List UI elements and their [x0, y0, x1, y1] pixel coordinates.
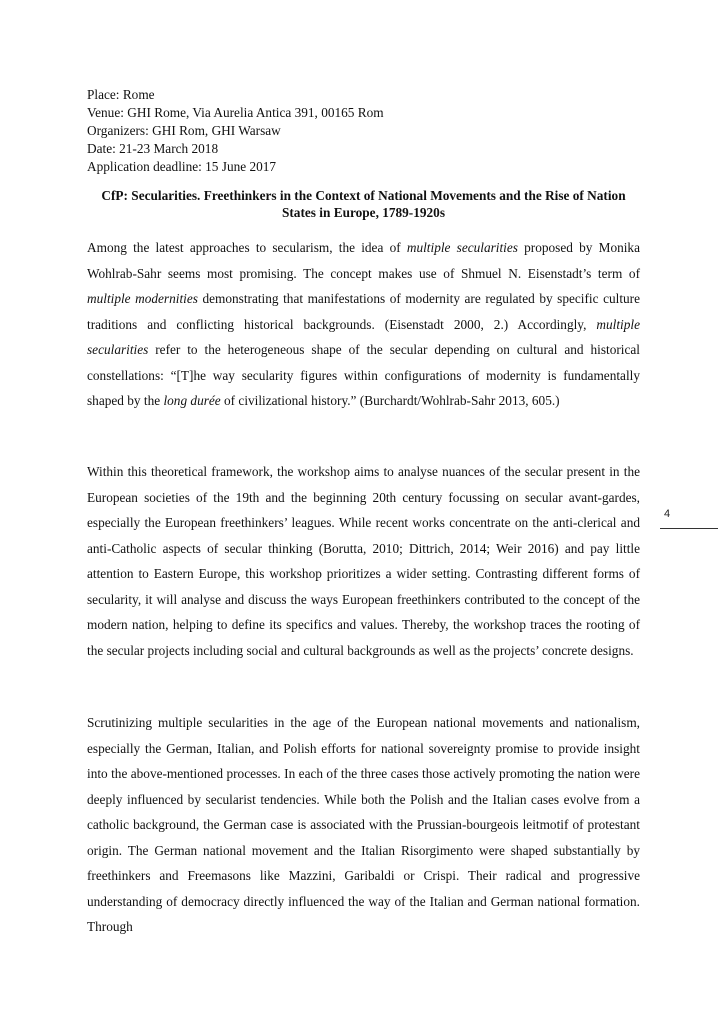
italic-term: multiple modernities — [87, 291, 198, 306]
document-title: CfP: Secularities. Freethinkers in the Context of National Movements and the Rise of Nation States in Europe, 1789-1920s — [101, 188, 626, 220]
page-number-rule — [660, 528, 718, 529]
paragraph-framework: Within this theoretical framework, the workshop aims to analyse nuances of the secular present in the European societies of the 19th and the beginning 20th century focussing on secular avant-gardes, especially the European freethinkers’ leagues. While recent works concentrate on the anti-clerical and anti-Catholic aspects of secular thinking (Borutta, 2010; Dittrich, 2014; Weir 2016) and pay little attention to Eastern Europe, this workshop prioritizes a wider setting. Contrasting different forms of secularity, it will analyse and discuss the ways European freethinkers contributed to the concept of the modern nation, helping to define its specifics and values. Thereby, the workshop traces the rooting of the secular projects including social and cultural backgrounds as well as the projects’ concrete designs. — [87, 464, 640, 658]
text-run: proposed by Monika Wohlrab-Sahr seems most promising. The concept makes use of Shmuel N. Eisenstadt’s term of — [87, 240, 640, 281]
event-details — [87, 86, 384, 176]
date-line: Date: 21-23 March 2018 — [87, 141, 219, 156]
organizers-line: Organizers: GHI Rom, GHI Warsaw — [87, 123, 281, 138]
text-run: of civilizational history.” (Burchardt/Wohlrab-Sahr 2013, 605.) — [220, 393, 560, 408]
text-run: demonstrating that manifestations of modernity are regulated by specific culture traditions and conflicting historical backgrounds. (Eisenstadt 2000, 2.) Accordingly, — [87, 291, 641, 332]
venue-line: Venue: GHI Rome, Via Aurelia Antica 391, 00165 Rom — [87, 105, 384, 120]
paragraph-scrutinizing: Scrutinizing multiple secularities in the age of the European national movements and nationalism, especially the German, Italian, and Polish efforts for national sovereignty promise to provide insight into the above-mentioned processes. In each of the three cases those actively promoting the nation were deeply influenced by secularist tendencies. While both the Polish and the Italian cases evolve from a catholic background, the German case is associated with the Prussian-bourgeois leitmotif of protestant origin. The German national movement and the Italian Risorgimento were shaped substantially by freethinkers and Freemasons like Mazzini, Garibaldi or Crispi. Their radical and progressive understanding of democracy directly influenced the way of the Italian and German national formation. Through — [87, 715, 640, 934]
place-line: Place: Rome — [87, 87, 155, 102]
paragraph-intro — [87, 235, 640, 414]
text-run: refer to the heterogeneous shape of the secular depending on cultural and historical constellations: “[T]he way secularity figures within configurations of modernity is fundamentally shaped by the — [87, 342, 640, 408]
page-number: 4 — [664, 508, 671, 520]
italic-term: multiple secularities — [406, 240, 518, 255]
italic-term: long durée — [163, 393, 221, 408]
italic-term: multiple secularities — [87, 316, 640, 357]
deadline-line: Application deadline: 15 June 2017 — [87, 159, 277, 174]
text-run: Among the latest approaches to secularism, the idea of — [87, 240, 407, 255]
